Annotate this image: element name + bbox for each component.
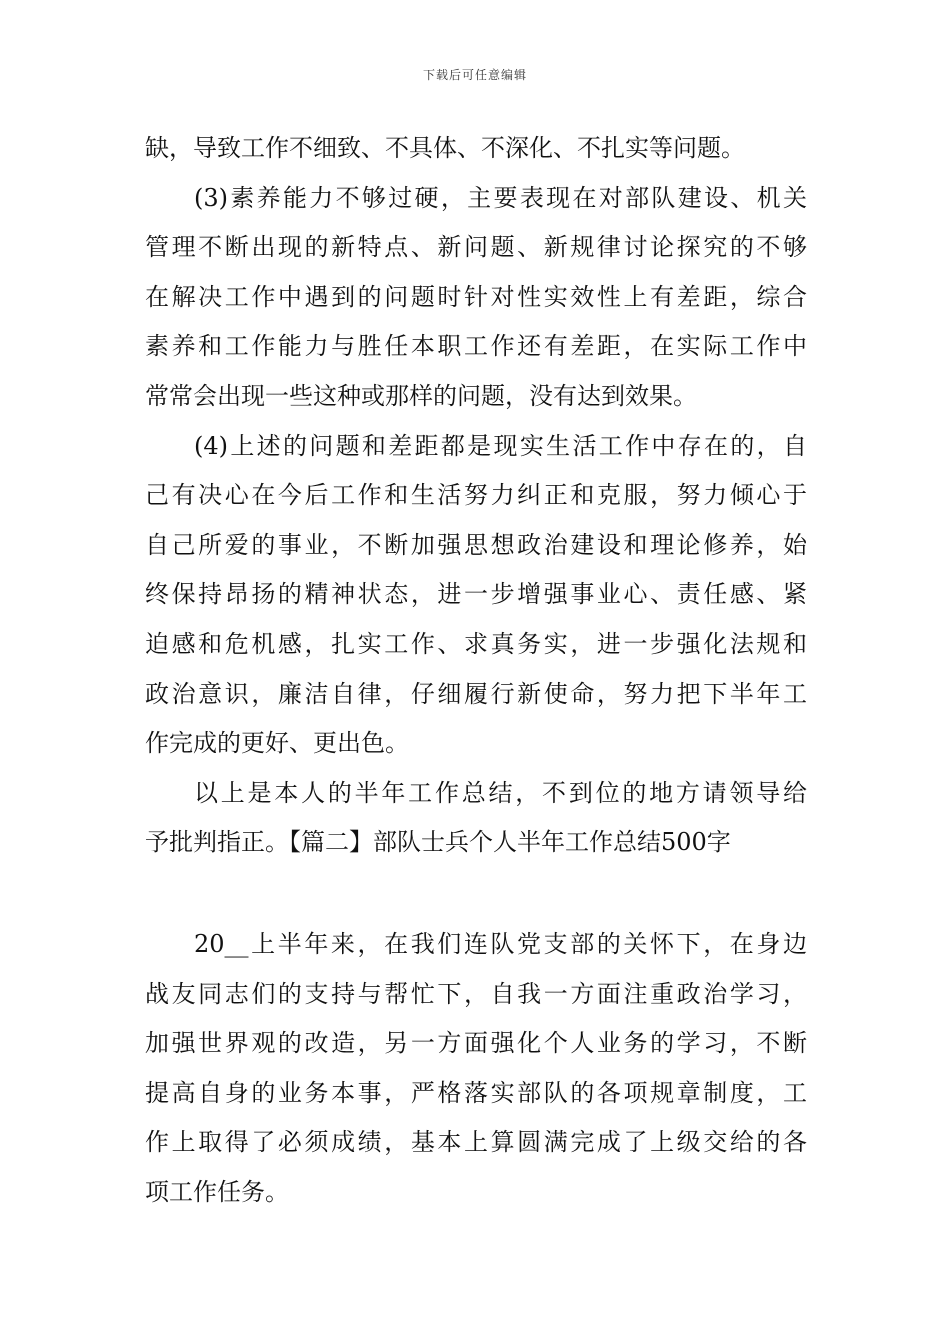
text-line: 终保持昂扬的精神状态，进一步增强事业心、责任感、紧 xyxy=(145,580,807,609)
text-line: 缺，导致工作不细致、不具体、不深化、不扎实等问题。 xyxy=(145,134,745,162)
section-gap xyxy=(145,872,807,924)
text-line: 以上是本人的半年工作总结，不到位的地方请领导给 xyxy=(194,778,807,807)
text-line: 予批判指正。【篇二】部队士兵个人半年工作总结500字 xyxy=(145,828,731,857)
text-line: 战友同志们的支持与帮忙下，自我一方面注重政治学习， xyxy=(145,979,807,1008)
text-line: 项工作任务。 xyxy=(145,1177,289,1206)
text-line: 加强世界观的改造，另一方面强化个人业务的学习，不断 xyxy=(145,1029,807,1058)
text-line: 自己所爱的事业，不断加强思想政治建设和理论修养，始 xyxy=(145,530,807,559)
document-body xyxy=(145,128,807,1221)
text-line: 管理不断出现的新特点、新问题、新规律讨论探究的不够 xyxy=(145,233,807,262)
text-line: 迫感和危机感，扎实工作、求真务实，进一步强化法规和 xyxy=(145,629,807,658)
text-line: 己有决心在今后工作和生活努力纠正和克服，努力倾心于 xyxy=(145,481,807,510)
paragraph xyxy=(145,773,807,872)
paragraph xyxy=(145,426,807,773)
text-line: 作完成的更好、更出色。 xyxy=(145,729,409,758)
paragraph xyxy=(145,128,807,178)
text-line: 提高自身的业务本事，严格落实部队的各项规章制度，工 xyxy=(145,1078,807,1107)
paragraph xyxy=(145,178,807,426)
text-line: 作上取得了必须成绩，基本上算圆满完成了上级交给的各 xyxy=(145,1128,807,1157)
section-one xyxy=(145,128,807,872)
text-line: (4)上述的问题和差距都是现实生活工作中存在的，自 xyxy=(194,431,807,460)
text-line: (3)素养能力不够过硬，主要表现在对部队建设、机关 xyxy=(194,183,807,212)
text-line: 常常会出现一些这种或那样的问题，没有达到效果。 xyxy=(145,381,697,410)
page-header: 下载后可任意编辑 xyxy=(422,68,527,82)
text-line: 素养和工作能力与胜任本职工作还有差距，在实际工作中 xyxy=(145,332,807,361)
text-line: 20__上半年来，在我们连队党支部的关怀下，在身边 xyxy=(194,929,807,958)
paragraph xyxy=(145,924,807,1222)
text-line: 在解决工作中遇到的问题时针对性实效性上有差距，综合 xyxy=(145,282,807,311)
text-line: 政治意识，廉洁自律，仔细履行新使命，努力把下半年工 xyxy=(145,679,807,708)
section-two xyxy=(145,924,807,1222)
